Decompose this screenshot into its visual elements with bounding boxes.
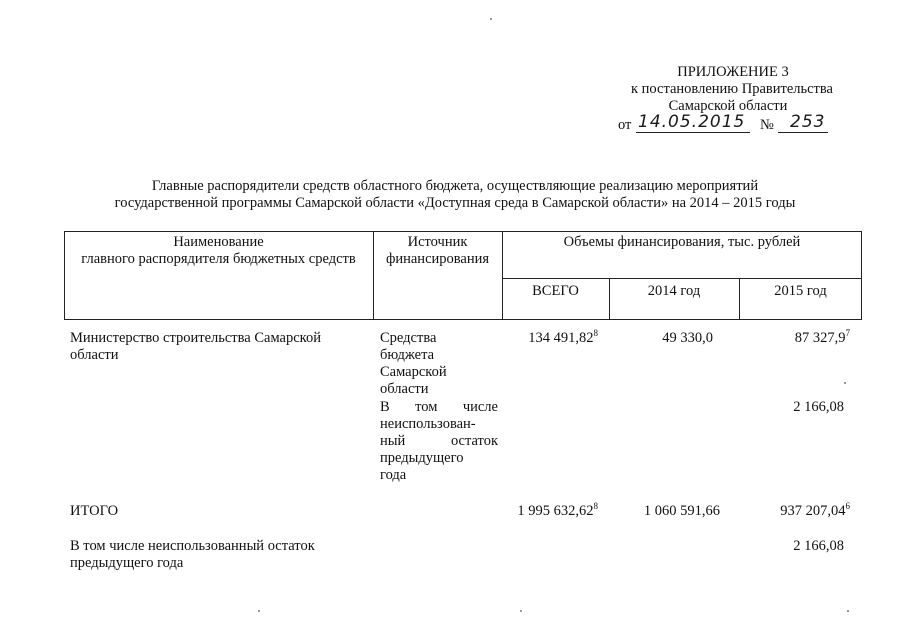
incl-line5: года [380,467,407,483]
document-title-line1: Главные распорядители средств областного бюджета, осуществляющие реализацию мероприятий [151,178,759,194]
ministry-total-value: 134 491,82 [528,330,594,346]
scan-speck [520,610,522,612]
document-title [40,178,870,212]
itogo-incl-line2: предыдущего года [70,555,184,571]
scan-speck [847,610,849,612]
itogo-label: ИТОГО [70,503,119,519]
ministry-2015-value: 87 327,9 [794,330,846,346]
header-source [373,234,502,268]
header-2014: 2014 год [647,283,701,299]
itogo-2015-note: 6 [845,501,850,511]
decree-reference [618,114,836,136]
incl-word-ostatok: остаток [450,433,498,449]
itogo-total-value: 1 995 632,62 [517,503,594,519]
scan-speck [490,18,492,20]
itogo-2015-value: 937 207,04 [780,503,846,519]
incl-word-tom: том [415,399,438,415]
ministry-name-line2: области [70,347,119,363]
incl-word-v: В [380,399,390,415]
table-row-itogo [64,503,862,523]
ministry-source-line1: Средства [380,330,437,346]
appendix-line2: Самарской области [668,98,788,114]
header-source-line2: финансирования [385,251,490,267]
scan-speck [258,610,260,612]
number-underline [778,132,828,133]
table-row-ministry [64,330,862,490]
incl-line3 [380,433,498,450]
appendix-line1: к постановлению Правительства [631,81,833,97]
incl-line4: предыдущего [380,450,464,466]
itogo-incl-label [70,538,370,572]
table-bottom-border [64,319,862,320]
itogo-incl-2015: 2 166,08 [793,538,844,554]
itogo-2015 [740,503,850,520]
from-label: от [618,117,632,133]
ministry-source-line3: Самарской [380,364,447,380]
itogo-total [494,503,598,520]
ministry-source-line2: бюджета [380,347,435,363]
header-name [64,234,373,268]
ministry-source [380,330,498,398]
table-row-itogo-incl [64,538,862,578]
ministry-name-line1: Министерство строительства Самарской [70,330,321,346]
header-name-line2: главного распорядителя бюджетных средств [81,251,356,267]
itogo-incl-line1: В том числе неиспользованный остаток [70,538,315,554]
decree-date: 14.05.2015 [638,112,746,132]
ministry-source-line4: области [380,381,429,397]
incl-word-nyi: ный [380,433,406,449]
ministry-total [504,330,598,347]
itogo-2014: 1 060 591,66 [643,503,720,519]
incl-line1 [380,399,498,416]
incl-word-chisle: числе [462,399,498,415]
ministry-name [70,330,370,364]
table-top-border [64,231,862,232]
ministry-2015-note: 7 [845,328,850,338]
header-total: ВСЕГО [532,283,579,299]
ministry-2014: 49 330,0 [662,330,713,346]
header-2015: 2015 год [774,283,827,299]
scan-speck [844,382,846,384]
table-header [64,231,862,320]
appendix-header [573,64,833,115]
table-mid-border [502,278,862,279]
header-volumes: Объемы финансирования, тыс. рублей [563,234,801,250]
ministry-total-note: 8 [593,328,598,338]
header-name-line1: Наименование [173,234,264,250]
ministry-incl-2015: 2 166,08 [793,399,844,415]
itogo-total-note: 8 [593,501,598,511]
appendix-title: ПРИЛОЖЕНИЕ 3 [677,64,789,80]
document-title-line2: государственной программы Самарской области «Доступная среда в Самарской области» на 2014 – 2015 годы [114,195,796,211]
ministry-2015 [740,330,850,347]
number-label: № [760,117,774,133]
header-source-line1: Источник [407,234,468,250]
ministry-incl-source [380,399,498,484]
date-underline [636,132,750,133]
incl-line2: неиспользован- [380,416,476,432]
decree-number: 253 [790,112,826,132]
